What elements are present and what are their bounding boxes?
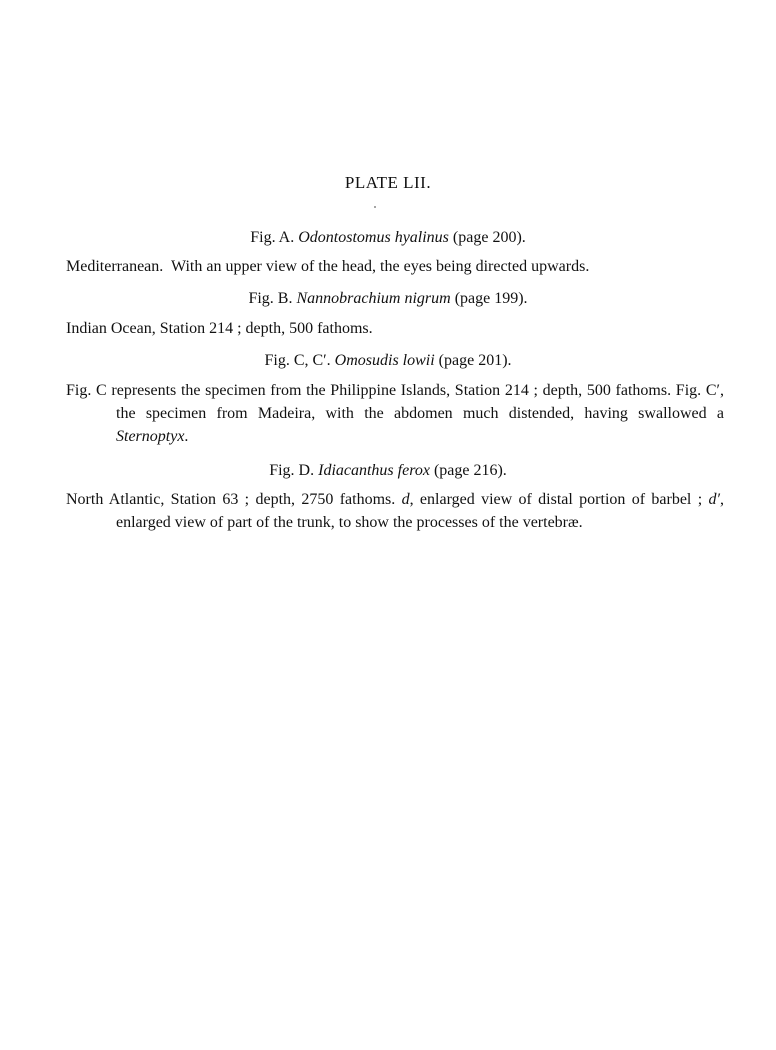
figure-heading-a — [0, 229, 776, 247]
description-italic-d: d — [401, 491, 410, 508]
plate-title: PLATE LII. — [344, 173, 432, 192]
species-name: Odontostomus hyalinus — [298, 229, 449, 246]
figure-description-b — [66, 317, 724, 340]
description-text-end: , enlarged view of part of the trunk, to show the processes of the vertebræ. — [116, 491, 725, 531]
figure-prefix: Fig. C, C′. — [264, 352, 331, 369]
figure-description-d — [66, 488, 724, 534]
figure-heading-d — [0, 462, 776, 480]
figure-prefix: Fig. A. — [250, 229, 295, 246]
page-reference: (page 199). — [454, 290, 528, 307]
species-name: Omosudis lowii — [334, 352, 435, 369]
description-text: Mediterranean. With an upper view of the head, the eyes being directed upwards. — [66, 258, 590, 275]
species-name: Nannobrachium nigrum — [296, 290, 451, 307]
page-reference: (page 201). — [438, 352, 512, 369]
figure-description-c — [66, 379, 724, 448]
description-italic-d-prime: d′ — [708, 491, 721, 508]
figure-prefix: Fig. B. — [248, 290, 293, 307]
figure-heading-c — [0, 352, 776, 370]
figure-prefix: Fig. D. — [269, 462, 315, 479]
species-name: Idiacanthus ferox — [318, 462, 430, 479]
description-text-end: . — [184, 428, 189, 445]
description-text: North Atlantic, Station 63 ; depth, 2750 fathoms. — [66, 491, 402, 508]
page-reference: (page 200). — [452, 229, 526, 246]
description-italic: Sternoptyx — [116, 428, 185, 445]
figure-heading-b — [0, 290, 776, 308]
description-text: Fig. C represents the specimen from the Philippine Islands, Station 214 ; depth, 500 fathoms. Fig. C′, the specimen from Madeira, with the abdomen much distended, having swallowed a — [66, 382, 724, 422]
page-reference: (page 216). — [433, 462, 507, 479]
description-text: Indian Ocean, Station 214 ; depth, 500 fathoms. — [66, 320, 373, 337]
ink-speck — [374, 206, 376, 208]
description-text-mid: , enlarged view of distal portion of barbel ; — [409, 491, 709, 508]
figure-description-a — [66, 255, 724, 278]
